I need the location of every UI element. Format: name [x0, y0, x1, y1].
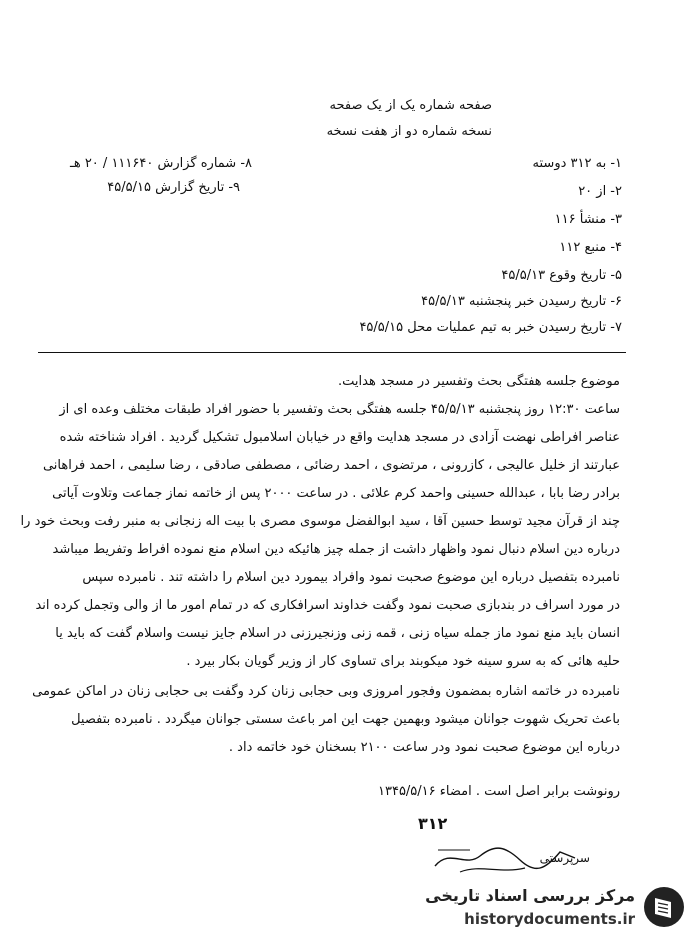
body-line: درباره دین اسلام دنبال نمود واظهار داشت از جمله چیز هائیکه دین اسلام منع نموده افراط وتفریط میباشد: [52, 542, 620, 557]
body-line: باعث تحریک شهوت جوانان میشود وبهمین جهت این امر باعث سستی جوانان میگردد . نامبرده بتفصیل: [71, 712, 620, 727]
body-line: درباره این موضوع صحبت نمود ودر ساعت ۲۱۰۰ بسخنان خود خاتمه داد .: [228, 740, 620, 755]
body-line: عناصر افراطی نهضت آزادی در مسجد هدایت واقع در خیابان اسلامبول تشکیل گردید . افراد شناخته شده: [59, 430, 620, 445]
body-line: عبارتند از خلیل عالیجی ، کازرونی ، مرتضوی ، احمد رضائی ، مصطفی صادقی ، رضا سلیمی ، احمد فراهانی: [42, 458, 620, 473]
header-page-line: صفحه شماره یک از یک صفحه: [329, 98, 492, 113]
field-report-number: ۸- شماره گزارش ۱۱۱۶۴۰ / ۲۰ هـ: [70, 156, 252, 171]
header-copy-line: نسخه شماره دو از هفت نسخه: [326, 124, 492, 139]
copy-note: رونوشت برابر اصل است . امضاء ۱۳۴۵/۵/۱۶: [378, 784, 620, 799]
field-from: ۲- از ۲۰: [578, 184, 622, 199]
archive-logo-icon: [641, 884, 687, 930]
body-line: نامبرده بتفصیل درباره این موضوع صحبت نمود وافراد بیمورد دین اسلام را داشته تند . نامبرده سپس: [82, 570, 620, 585]
stamp-number: ۳۱۲: [418, 814, 448, 833]
field-team-received-date: ۷- تاریخ رسیدن خبر به تیم عملیات محل ۴۵/۵/۱۵: [359, 320, 622, 335]
signature-label: سرپرستی: [539, 851, 590, 865]
field-to: ۱- به ۳۱۲ دوسته: [532, 156, 622, 171]
body-line: حلیه هائی که به سرو سینه خود میکوبند برای تساوی کار از وزیر گویان بکار بیرد .: [186, 654, 620, 669]
field-report-date: ۹- تاریخ گزارش ۴۵/۵/۱۵: [107, 180, 240, 195]
body-line: چند از قرآن مجید توسط حسین آقا ، سید ابوالفضل موسوی مصری با بیت اله زنجانی به منبر رفت وبحث خود را: [20, 514, 620, 529]
watermark-title: مرکز بررسی اسناد تاریخی: [425, 886, 635, 905]
separator-line: [38, 352, 626, 353]
watermark: [410, 880, 695, 936]
field-source: ۴- منبع ۱۱۲: [559, 240, 622, 255]
field-origin: ۳- منشأ ۱۱۶: [554, 212, 622, 227]
body-line: ساعت ۱۲:۳۰ روز پنجشنبه ۴۵/۵/۱۳ جلسه هفتگی بحث وتفسیر با حضور افراد طبقات مختلف وعده ای از: [59, 402, 620, 417]
field-event-date: ۵- تاریخ وقوع ۴۵/۵/۱۳: [501, 268, 622, 283]
body-line: نامبرده در خاتمه اشاره بمضمون وفجور امروزی وبی حجابی زنان کرد وگفت بی حجابی زنان در اماکن عمومی: [32, 684, 620, 699]
watermark-url: historydocuments.ir: [464, 910, 635, 928]
body-line: برادر رضا بابا ، عبدالله حسینی واحمد کرم علائی . در ساعت ۲۰۰۰ پس از خاتمه نماز جماعت وتلاوت آیاتی: [52, 486, 620, 501]
body-line: انسان باید منع نمود ماز جمله سیاه زنی ، قمه زنی وزنجیرزنی در اسلام جایز نیست واسلام گفت که باید یا: [55, 626, 620, 641]
body-line: در مورد اسراف در بندبازی صحبت نمود وگفت خداوند اسرافکاری که در تمام امور ما از والی وتجمل کرده اند: [35, 598, 620, 613]
subject-line: موضوع جلسه هفتگی بحث وتفسیر در مسجد هدایت.: [338, 374, 620, 389]
field-received-date: ۶- تاریخ رسیدن خبر پنجشنبه ۴۵/۵/۱۳: [421, 294, 622, 309]
